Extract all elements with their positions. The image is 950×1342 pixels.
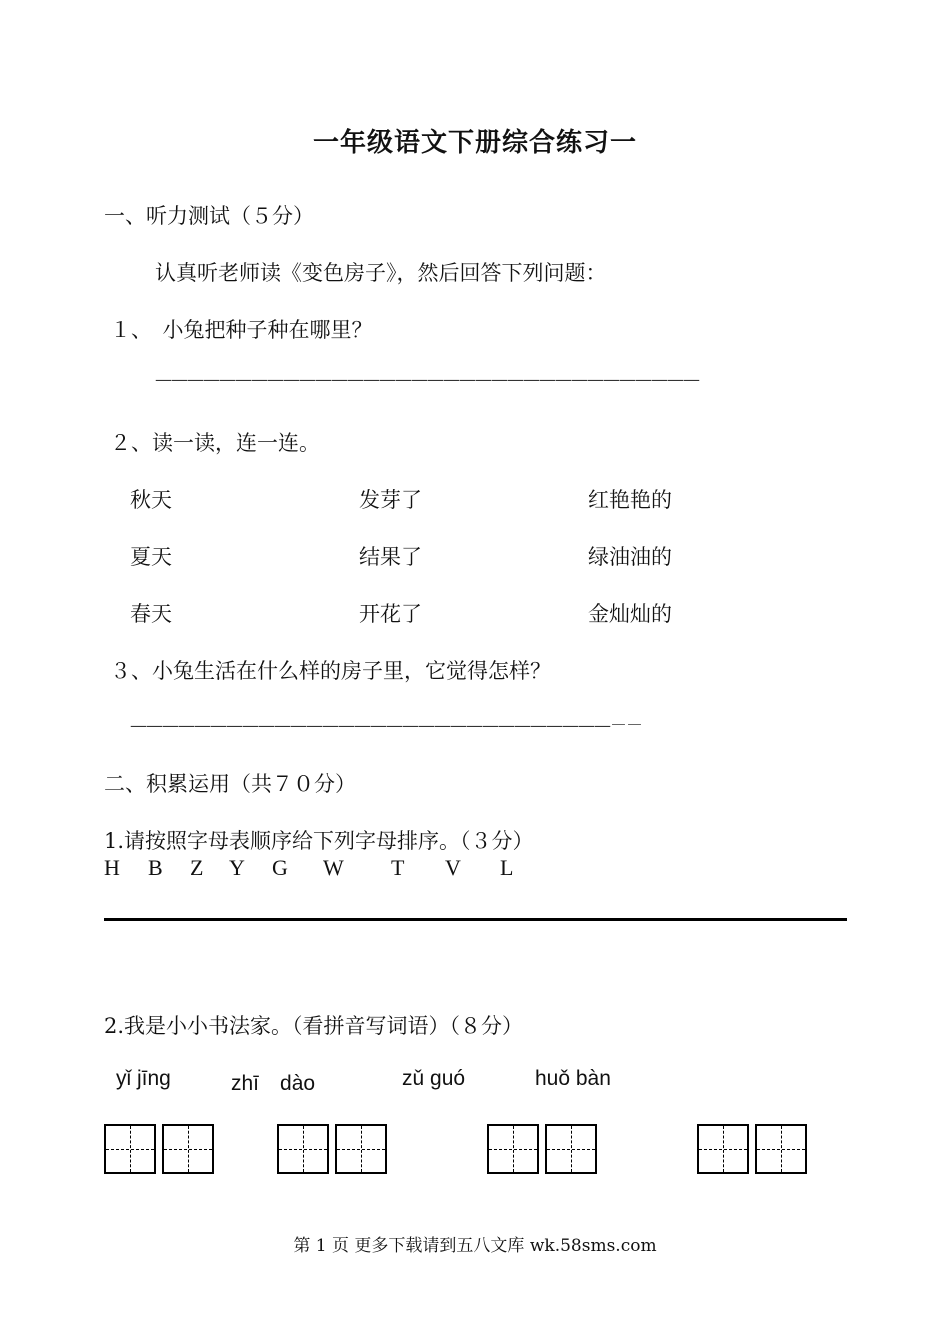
pinyin-word: zǔ ɡuó [402, 1067, 466, 1090]
pinyin-word: yǐ jīnɡ [116, 1067, 171, 1090]
answer-line-1: —————————————————————————————————— [155, 370, 699, 390]
pinyin-word: zhī dào [231, 1072, 316, 1095]
pinyin-word: huǒ bàn [535, 1067, 611, 1090]
writing-grid-cell[interactable] [545, 1124, 597, 1174]
question-2: ２、读一读，连一连。 [110, 431, 320, 455]
match-col1-item: 春天 [130, 602, 172, 626]
match-col1-item: 秋天 [130, 488, 172, 512]
match-col3-item: 红艳艳的 [588, 488, 672, 512]
writing-grid-cell[interactable] [162, 1124, 214, 1174]
match-col3-item: 绿油油的 [588, 545, 672, 569]
section1-heading: 一、听力测试（５分） [104, 204, 314, 228]
page-title: 一年级语文下册综合练习一 [312, 128, 637, 158]
letter: Z [190, 855, 204, 880]
letter: W [323, 855, 344, 880]
letter: G [272, 855, 288, 880]
writing-grid-cell[interactable] [487, 1124, 539, 1174]
section2-heading: 二、积累运用（共７０分） [104, 772, 356, 796]
letter-list [104, 855, 534, 883]
writing-grid-cell[interactable] [335, 1124, 387, 1174]
match-col3-item: 金灿灿的 [588, 602, 672, 626]
writing-grid-cell[interactable] [277, 1124, 329, 1174]
answer-rule [104, 918, 847, 921]
section2-question-2: 2.我是小小书法家。（看拼音写词语）（８分） [104, 1014, 524, 1038]
match-col1-item: 夏天 [130, 545, 172, 569]
writing-grid-cell[interactable] [104, 1124, 156, 1174]
section1-instruction: 认真听老师读《变色房子》，然后回答下列问题： [155, 261, 607, 285]
question-1: １、 小兔把种子种在哪里？ [110, 318, 373, 342]
answer-line-3: ——————————————————————————————－－ [130, 716, 642, 736]
question-3: ３、小兔生活在什么样的房子里，它觉得怎样？ [110, 659, 551, 683]
letter: L [500, 855, 514, 880]
match-col2-item: 开花了 [359, 602, 422, 626]
match-col2-item: 结果了 [359, 545, 422, 569]
letter: B [148, 855, 163, 880]
letter: T [391, 855, 405, 880]
section2-question-1: 1.请按照字母表顺序给下列字母排序。（３分） [104, 829, 534, 853]
letter: H [104, 855, 120, 880]
writing-grid-cell[interactable] [755, 1124, 807, 1174]
match-col2-item: 发芽了 [359, 488, 422, 512]
writing-grid-cell[interactable] [697, 1124, 749, 1174]
page-footer: 第 1 页 更多下载请到五八文库 wk.58sms.com [293, 1236, 657, 1256]
letter: V [445, 855, 461, 880]
letter: Y [229, 855, 245, 880]
